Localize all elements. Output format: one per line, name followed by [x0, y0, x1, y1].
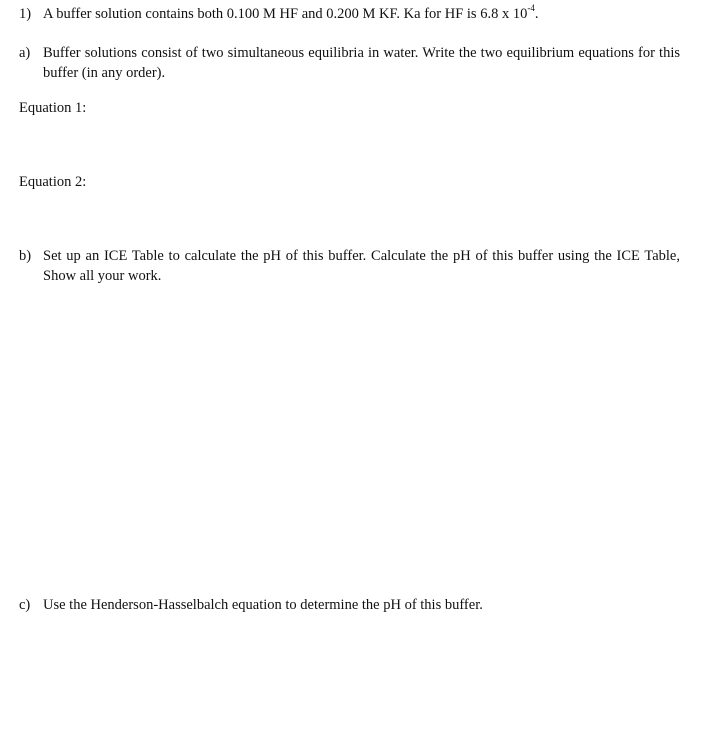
part-a [19, 43, 680, 83]
part-a-letter: a) [19, 45, 31, 61]
part-b-letter: b) [19, 248, 32, 264]
question-number: 1) [19, 6, 32, 22]
part-c-text: Use the Henderson-Hasselbalch equation to determine the pH of this buffer. [43, 597, 483, 613]
part-b [19, 246, 680, 286]
part-c-letter: c) [19, 597, 31, 613]
question-text: A buffer solution contains both 0.100 M HF and 0.200 M KF. Ka for HF is 6.8 x 10 [43, 6, 528, 22]
ka-exponent: -4 [527, 3, 535, 13]
equation-2-label: Equation 2: [19, 174, 87, 190]
part-b-text: Set up an ICE Table to calculate the pH of this buffer. Calculate the pH of this buffer using the ICE Table, Show all your work. [43, 248, 680, 284]
equation-1-label: Equation 1: [19, 100, 87, 116]
question-period: . [534, 6, 539, 22]
question-1 [19, 3, 539, 23]
part-c [19, 595, 680, 615]
part-a-text: Buffer solutions consist of two simultaneous equilibria in water. Write the two equilibrium equations for this buffer (in any order). [43, 45, 680, 81]
